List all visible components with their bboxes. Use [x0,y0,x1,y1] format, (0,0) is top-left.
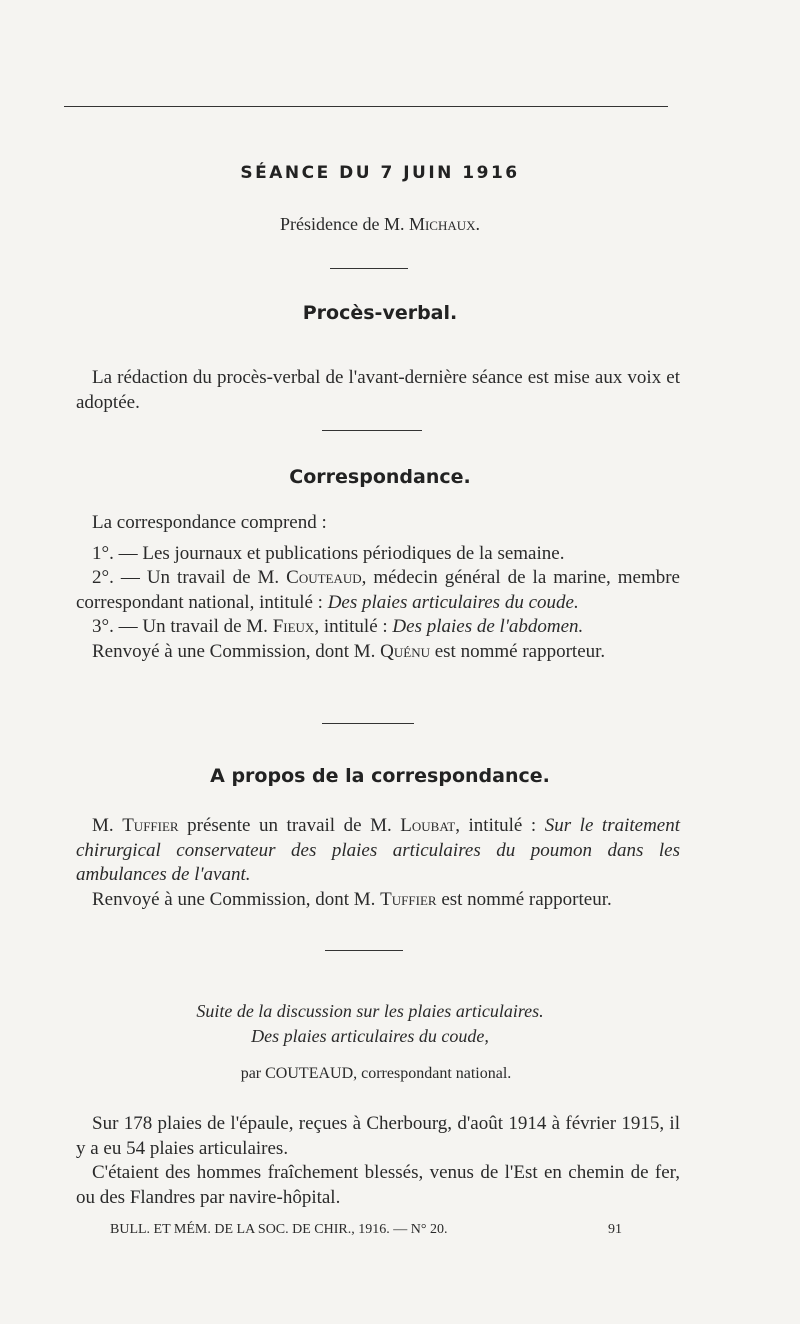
a-propos-renvoye [76,888,680,913]
p1-middle: présente un travail de M. [187,815,392,836]
item3-author: Fieux [272,616,315,637]
work-title: Sur le traitement chirurgical conservateur des plaies articulaires du poumon dans les ambulances de l'avant. [76,815,681,885]
renvoye-prefix: Renvoyé à une Commission, dont M. [92,640,376,662]
section-divider [322,430,422,431]
section-divider [325,950,403,951]
proces-verbal-paragraph: La rédaction du procès-verbal de l'avant-dernière séance est mise aux voix et adoptée. [76,367,680,413]
p1-middle-2: , intitulé : [455,815,537,836]
correspondance-item-3 [76,615,680,640]
suite-line-2: Des plaies articulaires du coude, [251,1026,489,1046]
suite-paragraph-2: C'étaient des hommes fraîchement blessés, venus de l'Est en chemin de fer, ou des Flandres par navire-hôpital. [76,1162,680,1208]
correspondance-body [76,511,680,664]
correspondance-intro: La correspondance comprend : [92,512,327,533]
item2-middle: , médecin général de la marine, membre correspondant national, intitulé : [76,567,680,613]
suite-paragraph-1: Sur 178 plaies de l'épaule, reçues à Cherbourg, d'août 1914 à février 1915, il y a eu 54 plaies articulaires. [76,1113,680,1159]
page-number: 91 [608,1222,622,1237]
page-footer [110,1222,630,1238]
seance-title: SÉANCE DU 7 JUIN 1916 [240,163,520,183]
renvoye-suffix: est nommé rapporteur. [434,640,606,662]
renvoye-prefix: Renvoyé à une Commission, dont M. [92,888,376,910]
top-rule [64,106,668,107]
item2-prefix: 2°. — Un travail de M. [92,567,280,588]
proces-verbal-text [76,366,680,415]
item2-title: Des plaies articulaires du coude. [327,591,579,613]
presidence-suffix: . [475,214,481,234]
p1-prefix: M. [92,815,114,836]
rapporteur-name: Tuffier [380,888,437,910]
correspondance-heading: Correspondance. [289,466,471,488]
section-divider [322,723,414,724]
item2-author: Couteaud [286,567,362,588]
presidence-line [0,214,760,235]
item3-middle: , intitulé : [314,616,388,637]
suite-body [76,1112,680,1210]
a-propos-heading: A propos de la correspondance. [210,765,550,787]
presenter-name: Tuffier [122,815,179,836]
section-divider [330,268,408,269]
renvoye-suffix: est nommé rapporteur. [441,888,612,910]
suite-line-1: Suite de la discussion sur les plaies articulaires. [196,1001,544,1021]
suite-author: par COUTEAUD, correspondant national. [240,1065,512,1082]
president-name: Michaux [408,214,476,234]
a-propos-paragraph [76,814,680,888]
a-propos-body [76,814,680,912]
correspondance-item-1: 1°. — Les journaux et publications périodiques de la semaine. [92,542,565,564]
journal-reference: BULL. ET MÉM. DE LA SOC. DE CHIR., 1916. — N° 20. [110,1222,448,1237]
presidence-prefix: Présidence de M. [279,214,405,234]
item3-title: Des plaies de l'abdomen. [392,616,584,637]
correspondance-item-2 [76,566,680,615]
proces-verbal-heading: Procès-verbal. [302,302,458,324]
author-name: Loubat [400,815,456,836]
item3-prefix: 3°. — Un travail de M. [92,616,268,637]
correspondance-renvoye [76,640,680,665]
rapporteur-name: Quénu [380,640,430,662]
